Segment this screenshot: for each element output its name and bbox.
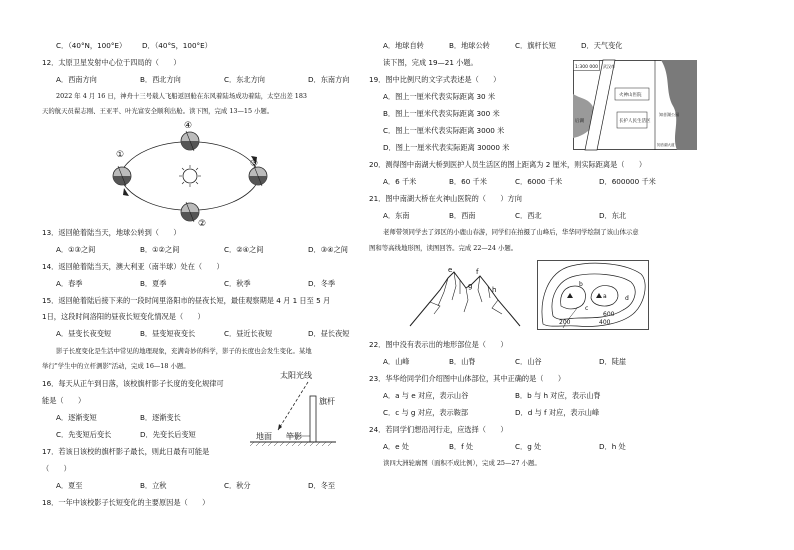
map-area-label: 武汉市	[603, 64, 615, 69]
option: B．b 与 h 对应，表示山脊	[515, 391, 601, 400]
option: D．冬季	[308, 279, 336, 288]
contour-value: 600	[603, 311, 615, 318]
hospital-map	[573, 60, 697, 150]
question-21: 21．图中南湖大桥在火神山医院的（ ）方向	[369, 194, 522, 203]
point-label: g	[468, 282, 473, 290]
q22-options	[383, 357, 626, 366]
option: C．图上一厘米代表实际距离 3000 米	[383, 126, 505, 135]
option: D．h 处	[599, 442, 626, 451]
question-15: 15．返回舱着陆后接下来的一段时间里洛阳市的昼夜长短，最佳观察期是 4 月 1 日至 5 月	[42, 296, 331, 305]
point-label: d	[625, 295, 629, 302]
q23-options-1	[383, 391, 601, 400]
option: B．图上一厘米代表实际距离 300 米	[383, 109, 500, 118]
orbit-label: ④	[184, 121, 193, 131]
residence-label: 长护人民生活区	[619, 119, 651, 124]
point-label: h	[492, 286, 497, 294]
question-24: 24．若同学们想沿河行走，应选择（ ）	[369, 425, 508, 434]
option: D．天气变化	[581, 41, 623, 50]
question-23: 23．华华给同学们介绍图中山体部位，其中正确的是（ ）	[369, 374, 566, 383]
sun-icon	[179, 165, 201, 187]
option: C．旗杆长短	[515, 41, 556, 50]
mountain-sketch	[410, 262, 520, 330]
q15-options	[56, 329, 349, 338]
option: A．逐渐变短	[56, 413, 97, 422]
option: A．①③之间	[56, 245, 96, 254]
option: C．西北	[515, 211, 542, 220]
option: A．地球自转	[383, 41, 424, 50]
ground-label: 地面	[256, 432, 272, 441]
point-label: e	[448, 266, 453, 274]
option: C．②④之间	[224, 245, 264, 254]
option: B．逐渐变长	[140, 413, 181, 422]
earth-icon	[181, 202, 199, 222]
pole-shadow-diagram	[250, 370, 350, 456]
passage: 读四大洲轮廓图（面积不成比例），完成 25—27 小题。	[383, 459, 541, 467]
question-16-cont: 能是（ ）	[42, 396, 86, 405]
option: C．c 与 g 对应，表示鞍部	[383, 408, 469, 417]
sunlight-label: 太阳光线	[280, 371, 312, 380]
option: C．秋分	[224, 481, 251, 490]
hospital-label: 火神山医院	[619, 93, 642, 98]
contour-value: 400	[599, 319, 611, 326]
passage: 图和等高线地形图，读图回答。完成 22—24 小题。	[369, 244, 518, 252]
option: D．（40°S，100°E）	[142, 41, 212, 50]
option: A．东南	[383, 211, 410, 220]
option: D．③④之间	[308, 245, 348, 254]
q13-options	[56, 245, 348, 254]
earth-icon	[113, 166, 131, 186]
contour-value: 200	[559, 319, 571, 326]
pole-label: 旗杆	[319, 397, 335, 406]
option: D．600000 千米	[599, 177, 656, 186]
option: D．昼长夜短	[308, 329, 350, 338]
option: B．夏季	[140, 279, 167, 288]
option: A．a 与 e 对应，表示山谷	[383, 391, 469, 400]
q23-options-2	[383, 408, 599, 417]
option: A．6 千米	[383, 177, 417, 186]
question-19: 19．图中比例尺的文字式表述是（ ）	[369, 75, 501, 84]
option: B．①②之间	[140, 245, 180, 254]
passage: 天的航天员翟志刚、王亚平、叶光富安全顺利出舱。读下图，完成 13—15 小题。	[42, 107, 274, 115]
q18-options	[383, 41, 622, 50]
question-20: 20．测得图中南湖大桥到医护人员生活区的图上距离为 2 厘米，则实际距离是（ ）	[369, 160, 647, 169]
option: A．山峰	[383, 357, 410, 366]
passage: 影子长度变化是生活中常见的地理现象，充满奇妙的科学，影子的长度也会发生变化。某地	[56, 347, 312, 355]
passage: 2022 年 4 月 16 日，神舟十三号载人飞船返回舱在东风着陆场成功着陆，太空出差 183	[56, 92, 307, 100]
option: B．60 千米	[449, 177, 487, 186]
q17-options	[56, 481, 335, 490]
option: B．立秋	[140, 481, 167, 490]
question-15-cont: 1日，这段时间洛阳的昼夜长短变化情况是（ ）	[42, 312, 205, 321]
option: C．（40°N，100°E）	[56, 41, 127, 50]
q21-options	[383, 211, 626, 220]
q20-options	[383, 177, 656, 186]
earth-icon	[249, 166, 267, 186]
option: B．西南	[449, 211, 476, 220]
earth-orbit-diagram	[110, 121, 270, 229]
option: A．西南方向	[56, 75, 97, 84]
map-scale: 1:300 000	[575, 65, 598, 70]
question-14: 14．返回舱着陆当天，澳大利亚（南半球）处在（ ）	[42, 262, 224, 271]
option: B．山脊	[449, 357, 476, 366]
option: B．昼变短夜变长	[140, 329, 196, 338]
option: D．东南方向	[308, 75, 350, 84]
shadow-label: 竿影	[286, 432, 302, 441]
point-label: a	[603, 293, 607, 300]
q14-options	[56, 279, 335, 288]
passage: 读下图，完成 19—21 小题。	[383, 58, 478, 67]
option: A．图上一厘米代表实际距离 30 米	[383, 92, 496, 101]
q16-options-1	[56, 413, 181, 422]
passage: 老师带领同学去了郊区的小鹿山春游，同学们在拍摄了山峰后，华华同学绘制了该山体示意	[383, 228, 639, 236]
question-12: 12．太原卫星发射中心位于四局的（ ）	[42, 58, 181, 67]
option: D．东北	[599, 211, 627, 220]
option: D．先变长后变短	[140, 430, 196, 439]
option: C．g 处	[515, 442, 542, 451]
contour-map	[537, 260, 649, 330]
option: D．冬至	[308, 481, 336, 490]
passage: 举行"学生中的立杆测影"活动，完成 16—18 小题。	[42, 362, 190, 370]
option: C．6000 千米	[515, 177, 563, 186]
lake-label: 知音湖公园	[659, 112, 679, 117]
q11-options	[56, 41, 212, 50]
left-area-label: 后湖	[575, 119, 584, 124]
question-22: 22．图中没有表示出的地形部位是（ ）	[369, 340, 508, 349]
question-17-cont: （ ）	[42, 464, 71, 473]
question-13: 13．返回舱着陆当天，地球公转到（ ）	[42, 228, 181, 237]
point-label: c	[585, 305, 589, 312]
option: D．图上一厘米代表实际距离 30000 米	[383, 143, 510, 152]
option: D．d 与 f 对应，表示山峰	[515, 408, 600, 417]
orbit-label: ①	[116, 150, 125, 160]
option: B．f 处	[449, 442, 474, 451]
question-18: 18．一年中该校影子长短变化的主要原因是（ ）	[42, 498, 210, 507]
option: B．西北方向	[140, 75, 181, 84]
option: C．秋季	[224, 279, 251, 288]
option: A．夏至	[56, 481, 83, 490]
option: C．先变短后变长	[56, 430, 112, 439]
q12-options	[56, 75, 349, 84]
orbit-label: ③	[250, 159, 259, 169]
q24-options	[383, 442, 626, 451]
question-17: 17．若该日该校的旗杆影子最长，则此日最有可能是	[42, 447, 210, 456]
option: B．地球公转	[449, 41, 490, 50]
option: C．昼近长夜短	[224, 329, 273, 338]
point-label: b	[579, 281, 583, 288]
earth-icon	[181, 131, 199, 151]
question-16: 16．每天从正午到日落，该校旗杆影子长度的变化规律可	[42, 379, 224, 388]
option: C．东北方向	[224, 75, 265, 84]
q16-options-2	[56, 430, 196, 439]
road-label: 知音湖大道	[657, 143, 675, 147]
option: A．春季	[56, 279, 83, 288]
orbit-label: ②	[198, 219, 207, 229]
option: A．e 处	[383, 442, 409, 451]
option: D．陡崖	[599, 357, 627, 366]
option: A．昼变长夜变短	[56, 329, 112, 338]
point-label: f	[476, 268, 479, 276]
option: C．山谷	[515, 357, 542, 366]
